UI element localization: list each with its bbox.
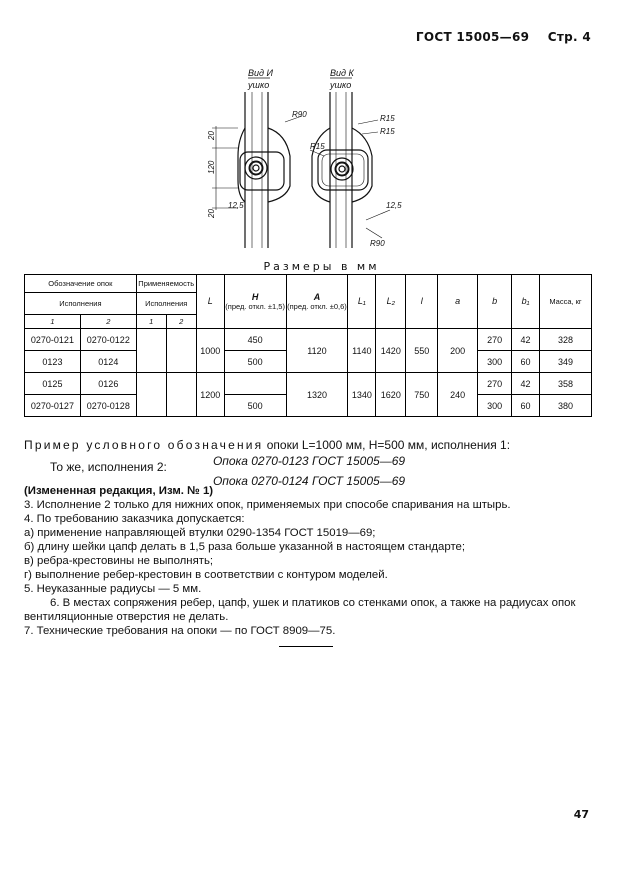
header-applicability: Применяемость [136, 275, 196, 293]
dim-20-top: 20 [207, 131, 216, 140]
page-number: 47 [573, 808, 589, 821]
r90-left: R90 [292, 110, 307, 119]
example-code-2: Опока 0270-0124 ГОСТ 15005—69 [212, 474, 406, 488]
header-applic-versions: Исполнения [136, 293, 196, 315]
table-row: 0125 0126 1200 1320 1340 1620 750 240 270 42 358 [25, 373, 592, 395]
item-5: 5. Неуказанные радиусы — 5 мм. [24, 583, 202, 595]
dim-12-5-left: 12,5 [228, 201, 244, 210]
example-code-1: Опока 0270-0123 ГОСТ 15005—69 [212, 454, 406, 468]
example-line-1 [24, 438, 594, 452]
view-k-figure [312, 92, 372, 248]
amendment-note: (Измененная редакция, Изм. № 1) [24, 485, 214, 497]
table-row: 0270-0121 0270-0122 1000 450 1120 1140 1420 550 200 270 42 328 [25, 329, 592, 351]
example-rest: опоки L=1000 мм, H=500 мм, исполнения 1: [266, 438, 511, 452]
header-mass: Масса, кг [539, 275, 591, 329]
item-4a: а) применение направляющей втулки 0290-1354 ГОСТ 15019—69; [24, 527, 376, 539]
item-4c: в) ребра-крестовины не выполнять; [24, 555, 214, 567]
section-divider [279, 646, 333, 647]
item-4b: б) длину шейки цапф делать в 1,5 раза больше указанной в настоящем стандарте; [24, 541, 466, 553]
r15-a: R15 [380, 114, 395, 123]
header-a: a [438, 275, 478, 329]
item-4d: г) выполнение ребер-крестовин в соответствии с контуром моделей. [24, 569, 388, 581]
r90-right: R90 [370, 239, 385, 248]
header-H: H (пред. откл. ±1,5) [224, 275, 286, 329]
page-header [416, 30, 591, 44]
header-a2: 2 [166, 315, 196, 329]
dim-20-bottom: 20 [207, 209, 216, 218]
header-b: b [478, 275, 512, 329]
view-k-title: Вид К [330, 68, 354, 78]
r15-c: R15 [310, 142, 325, 151]
header-b1: b₁ [512, 275, 540, 329]
header-L: L [196, 275, 224, 329]
item-6: 6. В местах сопряжения ребер, цапф, ушек и платиков со стенками опок, а также на радиусах опок вентиляционные отверстия не делать. [24, 597, 576, 623]
view-i-title: Вид И [248, 68, 273, 78]
dim-120: 120 [207, 160, 216, 174]
item-4: 4. По требованию заказчика допускается: [24, 513, 245, 525]
header-L2: L₂ [376, 275, 406, 329]
header-v1: 1 [25, 315, 81, 329]
header-L1: L₁ [348, 275, 376, 329]
header-v2: 2 [80, 315, 136, 329]
view-k-subtitle: ушко [330, 80, 352, 90]
table-row: 0270-0127 0270-0128 500 300 60 380 [25, 395, 592, 417]
view-i-subtitle: ушко [248, 80, 270, 90]
table-row: 0123 0124 500 300 60 349 [25, 351, 592, 373]
r15-b: R15 [380, 127, 395, 136]
page-label: Стр. 4 [547, 30, 591, 44]
header-designation: Обозначение опок [25, 275, 137, 293]
gost-number: ГОСТ 15005—69 [415, 30, 530, 44]
dimensions-table [24, 274, 592, 417]
table-title: Размеры в мм [263, 260, 380, 273]
example-label: Пример условного обозначения [24, 438, 264, 452]
dim-12-5-right: 12,5 [386, 201, 402, 210]
header-a1: 1 [136, 315, 166, 329]
technical-drawing [190, 60, 430, 260]
header-A: A (пред. откл. ±0,6) [286, 275, 348, 329]
item-7: 7. Технические требования на опоки — по ГОСТ 8909—75. [24, 625, 336, 637]
view-i-figure [238, 92, 290, 248]
header-versions: Исполнения [25, 293, 137, 315]
item-3: 3. Исполнение 2 только для нижних опок, применяемых при способе спаривания на штырь. [24, 499, 511, 511]
header-l: l [406, 275, 438, 329]
example-line-2: То же, исполнения 2: [50, 460, 167, 474]
